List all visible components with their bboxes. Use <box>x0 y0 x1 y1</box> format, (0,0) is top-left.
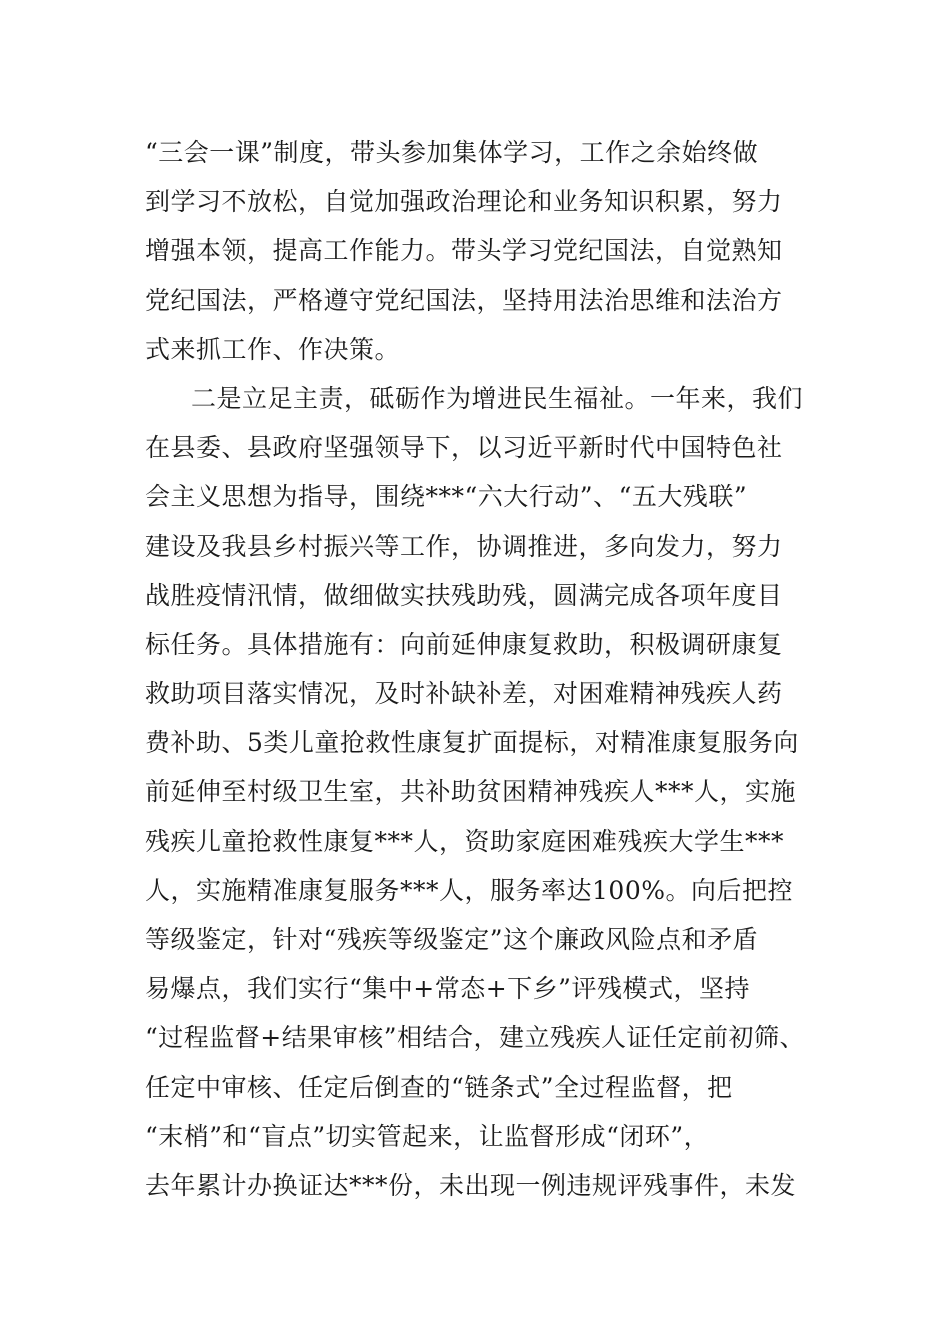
text-line: “过程监督+结果审核”相结合，建立残疾人证任定前初筛、 <box>145 1023 806 1053</box>
text-line: 去年累计办换证达***份，未出现一例违规评残事件，未发 <box>145 1170 797 1200</box>
text-line: 易爆点，我们实行“集中+常态+下乡”评残模式，坚持 <box>145 974 750 1004</box>
text-line: “三会一课”制度，带头参加集体学习，工作之余始终做 <box>145 138 759 167</box>
text-line: “末梢”和“盲点”切实管起来，让监督形成“闭环”， <box>145 1121 710 1151</box>
paragraph-first-line: 二是立足主责，砥砺作为增进民生福祉。一年来，我们 <box>191 383 804 413</box>
text-line: 前延伸至村级卫生室，共补助贫困精神残疾人***人，实施 <box>145 777 797 807</box>
text-line: 到学习不放松，自觉加强政治理论和业务知识积累，努力 <box>145 187 783 217</box>
text-line: 等级鉴定，针对“残疾等级鉴定”这个廉政风险点和矛盾 <box>145 925 759 954</box>
text-line: 标任务。具体措施有：向前延伸康复救助，积极调研康复 <box>145 629 783 659</box>
text-line: 建设及我县乡村振兴等工作，协调推进，多向发力，努力 <box>145 531 783 561</box>
text-line: 救助项目落实情况，及时补缺补差，对困难精神残疾人药 <box>145 679 783 709</box>
text-line: 会主义思想为指导，围绕***“六大行动”、“五大残联” <box>145 482 748 512</box>
text-line: 战胜疫情汛情，做细做实扶残助残，圆满完成各项年度目 <box>145 580 783 610</box>
text-line: 党纪国法，严格遵守党纪国法，坚持用法治思维和法治方 <box>145 285 783 315</box>
document-body <box>145 128 835 1210</box>
text-line: 残疾儿童抢救性康复***人，资助家庭困难残疾大学生*** <box>145 826 785 856</box>
text-line: 费补助、5类儿童抢救性康复扩面提标，对精准康复服务向 <box>145 728 799 758</box>
text-line: 任定中审核、任定后倒查的“链条式”全过程监督，把 <box>145 1072 733 1102</box>
text-line: 人，实施精准康复服务***人，服务率达100%。向后把控 <box>145 875 793 905</box>
text-line: 在县委、县政府坚强领导下，以习近平新时代中国特色社 <box>145 433 783 463</box>
text-line: 增强本领，提高工作能力。带头学习党纪国法，自觉熟知 <box>145 236 783 266</box>
text-line: 式来抓工作、作决策。 <box>145 334 401 364</box>
